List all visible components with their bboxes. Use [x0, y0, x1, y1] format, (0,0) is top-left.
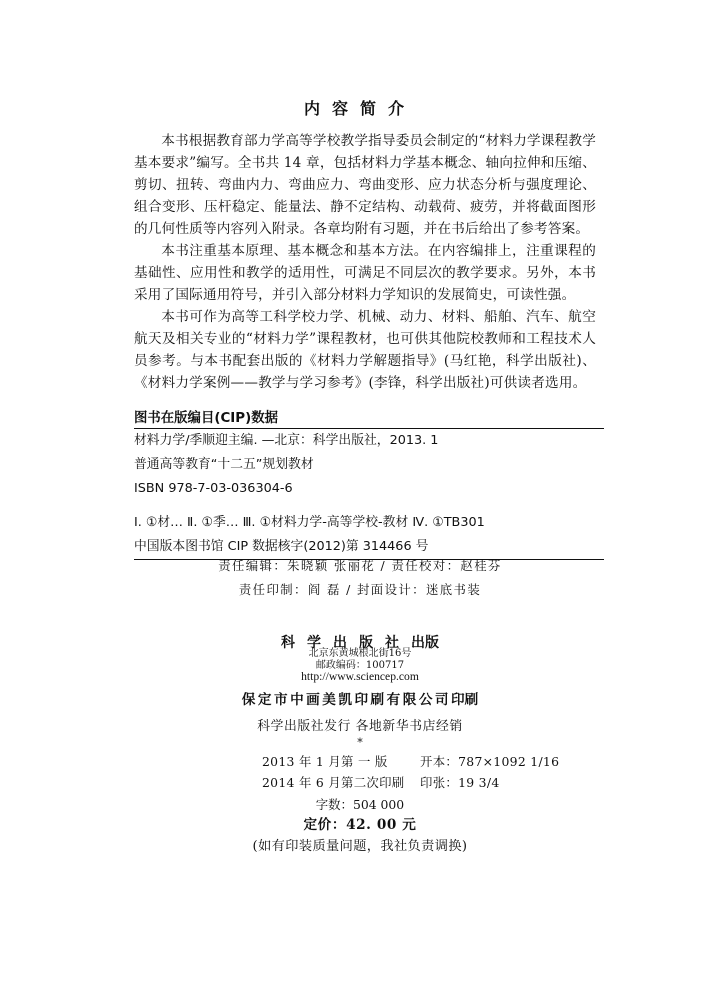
printer-suffix: 印刷: [451, 692, 479, 708]
edition-row-2: [262, 773, 500, 791]
separator-mark: *: [357, 736, 363, 749]
cip-line-isbn: ISBN 978-7-03-036304-6: [134, 481, 293, 496]
summary-paragraph-3: 本书可作为高等工科学校力学、机械、动力、材料、船舶、汽车、航空航天及相关专业的“材料力学”课程教材，也可供其他院校教师和工程技术人员参考。与本书配套出版的《材料力学解题指导》(马红艳，科学出版社)、《材料力学案例——教学与学习参考》(李锋，科学出版社)可供读者选用。: [134, 309, 596, 391]
staff-line-production: 责任印制：阎 磊 / 封面设计：迷底书装: [238, 582, 482, 597]
cip-title: 图书在版编目(CIP)数据: [134, 411, 278, 426]
edition-row-1: [262, 752, 560, 770]
book-format: 开本：787×1092 1/16: [420, 754, 560, 769]
summary-paragraph-1: 本书根据教育部力学高等学校教学指导委员会制定的“材料力学课程教学基本要求”编写。全书共 14 章，包括材料力学基本概念、轴向拉伸和压缩、剪切、扭转、弯曲内力、弯曲应力、弯曲变形、应力状态分析与强度理论、组合变形、压杆稳定、能量法、静不定结构、动载荷、疲劳，并将截面图形的几何性质等内容列入附录。各章均附有习题，并在书后给出了参考答案。: [134, 133, 596, 237]
word-count: 字数：504 000: [315, 797, 405, 812]
price: 定价：42. 00 元: [303, 817, 417, 833]
cip-line-title-author: 材料力学/季顺迎主编. —北京：科学出版社，2013. 1: [134, 433, 439, 448]
quality-notice: (如有印装质量问题，我社负责调换): [252, 839, 468, 854]
distribution-line: 科学出版社发行 各地新华书店经销: [257, 719, 463, 734]
printer-line: [0, 688, 720, 708]
publisher-name: 科学出版社: [281, 635, 411, 651]
publisher-url: http://www.sciencep.com: [301, 670, 419, 683]
summary-paragraph-2: 本书注重基本原理、基本概念和基本方法。在内容编排上，注重课程的基础性、应用性和教学的适用性，可满足不同层次的教学要求。另外，本书采用了国际通用符号，并引入部分材料力学知识的发展简史，可读性强。: [134, 243, 596, 303]
summary-section: [134, 130, 596, 394]
cip-line-record-number: 中国版本图书馆 CIP 数据核字(2012)第 314466 号: [134, 539, 429, 554]
staff-line-editors: 责任编辑：朱晓颖 张丽花 / 责任校对：赵桂芬: [218, 558, 502, 573]
cip-line-series: 普通高等教育“十二五”规划教材: [134, 457, 314, 472]
publisher-postcode: 邮政编码：100717: [315, 660, 405, 671]
summary-title: 内容简介: [303, 99, 416, 118]
publisher-address: 北京东黄城根北街16号: [308, 648, 412, 659]
printer-name: 保定市中画美凯印刷有限公司: [241, 692, 452, 708]
printed-sheets: 印张：19 3/4: [420, 775, 500, 790]
cip-data-box: [134, 428, 604, 560]
cip-line-classification: Ⅰ. ①材… Ⅱ. ①季… Ⅲ. ①材料力学-高等学校-教材 Ⅳ. ①TB301: [134, 515, 485, 530]
second-printing: 2014 年 6 月第二次印刷: [262, 775, 405, 790]
first-edition: 2013 年 1 月第 一 版: [262, 754, 388, 769]
publisher-suffix: 出版: [411, 635, 439, 651]
